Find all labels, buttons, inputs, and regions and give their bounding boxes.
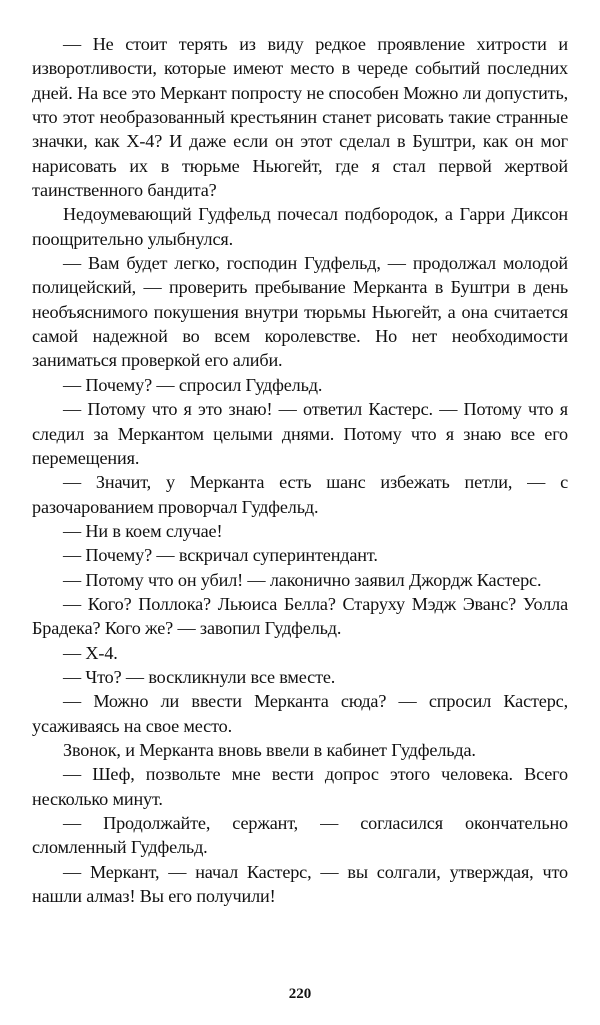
paragraph: — Почему? — спросил Гудфельд. <box>63 374 323 395</box>
paragraph: — Не стоит терять из виду редкое проявление хитрости и изворотливости, которые имеют место в череде событий последних дней. На все это Меркант попросту не способен Можно ли допустить, что этот необразованный крестьянин станет рисовать такие странные значки, как Х-4? И даже если он этот сделал в Буштри, как он мог нарисовать их в тюрьме Ньюгейт, где я стал первой жертвой таинственного бандита? <box>32 34 568 201</box>
paragraph: — Почему? — вскричал суперинтендант. <box>63 545 378 566</box>
paragraph: — Меркант, — начал Кастерс, — вы солгали, утверждая, что нашли алмаз! Вы его получили! <box>32 861 568 907</box>
paragraph: — Х-4. <box>63 642 118 663</box>
paragraph: — Потому что я это знаю! — ответил Кастерс. — Потому что я следил за Меркантом целыми днями. Потому что я знаю все его перемещения. <box>32 399 568 468</box>
paragraph: — Значит, у Мерканта есть шанс избежать петли, — с разочарованием проворчал Гудфельд. <box>32 472 568 517</box>
paragraph: — Кого? Поллока? Льюиса Белла? Старуху Мэдж Эванс? Уолла Брадека? Кого же? — завопил Гудфельд. <box>32 593 568 639</box>
paragraph: — Шеф, позвольте мне вести допрос этого человека. Всего несколько минут. <box>32 764 568 809</box>
paragraph: Недоумевающий Гудфельд почесал подбородок, а Гарри Диксон поощрительно улыбнулся. <box>32 204 568 249</box>
paragraph: — Можно ли ввести Мерканта сюда? — спросил Кастерс, усаживаясь на свое место. <box>32 691 568 736</box>
page-number: 220 <box>288 986 312 1002</box>
paragraph: — Потому что он убил! — лаконично заявил Джордж Кастерс. <box>63 569 542 590</box>
paragraph: — Вам будет легко, господин Гудфельд, — продолжал молодой полицейский, — проверить пребывание Меркантa в Буштри в день необъяснимого покушения внутри тюрьмы Ньюгейт, а она считается самой надежной во всем королевстве. Но нет необходимости заниматься проверкой его алиби. <box>32 253 568 371</box>
paragraph: — Ни в коем случае! <box>63 520 223 541</box>
paragraph: — Продолжайте, сержант, — согласился окончательно сломленный Гудфельд. <box>32 813 568 858</box>
paragraph: Звонок, и Мерканта вновь ввели в кабинет Гудфельда. <box>63 739 476 760</box>
body-text <box>32 32 568 908</box>
paragraph: — Что? — воскликнули все вместе. <box>63 666 336 687</box>
